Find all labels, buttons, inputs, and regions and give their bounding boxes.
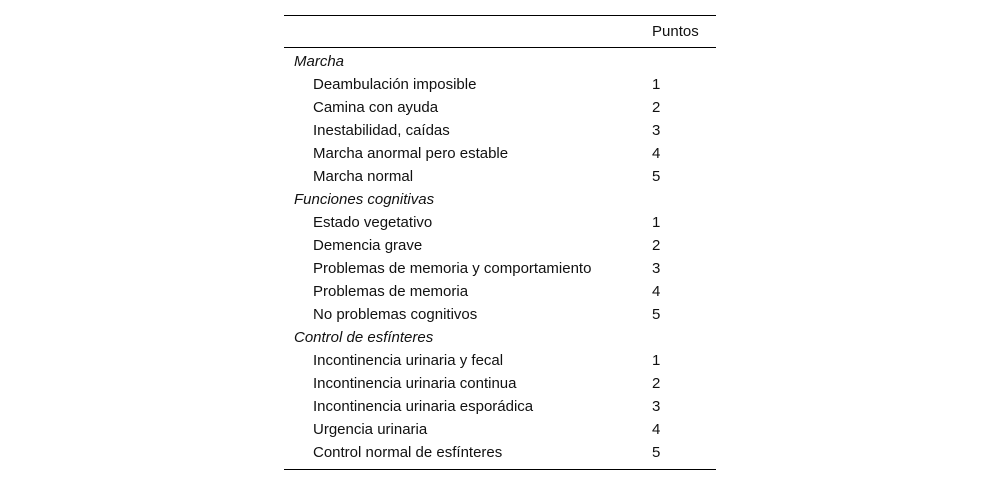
table-row bbox=[284, 119, 716, 142]
table-row bbox=[284, 73, 716, 96]
row-points: 1 bbox=[652, 214, 661, 231]
table-row bbox=[284, 349, 716, 372]
row-label: Camina con ayuda bbox=[313, 99, 439, 116]
row-points: 1 bbox=[652, 76, 661, 93]
section-title: Marcha bbox=[294, 53, 345, 70]
table-row bbox=[284, 96, 716, 119]
row-label: Deambulación imposible bbox=[313, 76, 477, 93]
row-points: 4 bbox=[652, 283, 661, 300]
scoring-table bbox=[284, 15, 716, 470]
row-points: 5 bbox=[652, 168, 661, 185]
table-header-row bbox=[284, 16, 716, 47]
row-label: No problemas cognitivos bbox=[313, 306, 478, 323]
row-points: 4 bbox=[652, 145, 661, 162]
row-points: 3 bbox=[652, 260, 661, 277]
row-points: 3 bbox=[652, 122, 661, 139]
table-body bbox=[284, 48, 716, 469]
table-row bbox=[284, 211, 716, 234]
section-title: Funciones cognitivas bbox=[294, 191, 435, 208]
section-row-marcha bbox=[284, 50, 716, 73]
row-label: Problemas de memoria bbox=[313, 283, 469, 300]
table-row bbox=[284, 234, 716, 257]
row-points: 3 bbox=[652, 398, 661, 415]
row-points: 5 bbox=[652, 306, 661, 323]
table-row bbox=[284, 165, 716, 188]
section-row-control-de-esfinteres bbox=[284, 326, 716, 349]
row-label: Control normal de esfínteres bbox=[313, 444, 503, 461]
table-bottom-rule bbox=[284, 469, 716, 470]
table-row bbox=[284, 441, 716, 464]
row-points: 1 bbox=[652, 352, 661, 369]
table-row bbox=[284, 280, 716, 303]
row-label: Incontinencia urinaria esporádica bbox=[313, 398, 534, 415]
row-label: Problemas de memoria y comportamiento bbox=[313, 260, 592, 277]
row-label: Incontinencia urinaria y fecal bbox=[313, 352, 504, 369]
table-row bbox=[284, 142, 716, 165]
row-label: Inestabilidad, caídas bbox=[313, 122, 450, 139]
row-points: 2 bbox=[652, 237, 661, 254]
row-points: 4 bbox=[652, 421, 661, 438]
row-label: Demencia grave bbox=[313, 237, 423, 254]
table-row bbox=[284, 395, 716, 418]
section-title: Control de esfínteres bbox=[294, 329, 434, 346]
table-row bbox=[284, 372, 716, 395]
table-row bbox=[284, 418, 716, 441]
row-label: Incontinencia urinaria continua bbox=[313, 375, 517, 392]
section-row-funciones-cognitivas bbox=[284, 188, 716, 211]
points-column-header: Puntos bbox=[652, 23, 699, 40]
row-points: 2 bbox=[652, 375, 661, 392]
row-label: Marcha normal bbox=[313, 168, 414, 185]
row-label: Estado vegetativo bbox=[313, 214, 433, 231]
row-points: 2 bbox=[652, 99, 661, 116]
row-label: Marcha anormal pero estable bbox=[313, 145, 509, 162]
row-points: 5 bbox=[652, 444, 661, 461]
table-row bbox=[284, 257, 716, 280]
table-row bbox=[284, 303, 716, 326]
row-label: Urgencia urinaria bbox=[313, 421, 428, 438]
